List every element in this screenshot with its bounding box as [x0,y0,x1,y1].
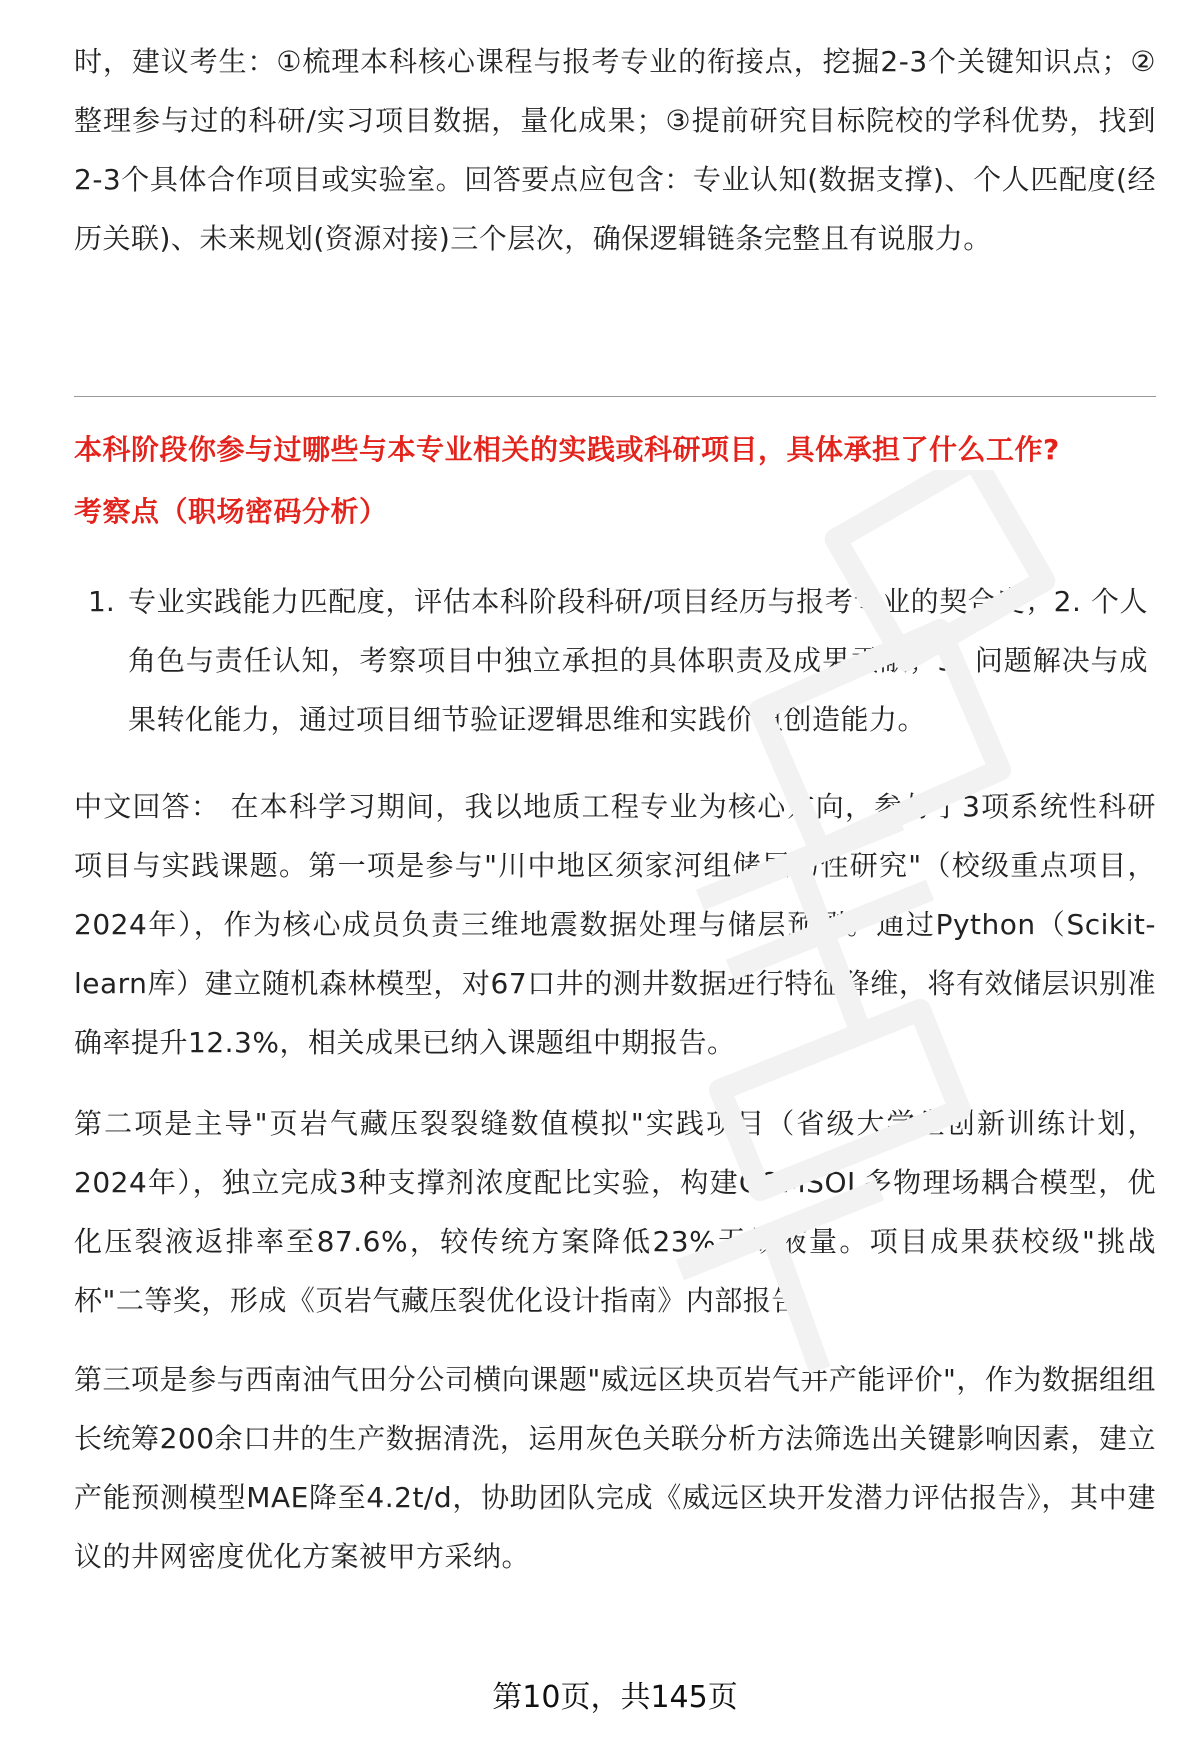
exam-points-text: 专业实践能力匹配度，评估本科阶段科研/项目经历与报考专业的契合度；2. 个人角色与责任认知，考察项目中独立承担的具体职责及成果贡献；3. 问题解决与成果转化能力，通过项目细节验证逻辑思维和实践价值创造能力。 [128,585,1148,736]
exam-points-list [88,572,1156,749]
document-page [74,0,1156,1755]
exam-points-title: 考察点（职场密码分析） [74,495,388,528]
second-project-paragraph: 第二项是主导"页岩气藏压裂裂缝数值模拟"实践项目（省级大学生创新训练计划，2024年），独立完成3种支撑剂浓度配比实验，构建COMSOL多物理场耦合模型，优化压裂液返排率至87.6%，较传统方案降低23%无效液量。项目成果获校级"挑战杯"二等奖，形成《页岩气藏压裂优化设计指南》内部报告。 [74,1107,1156,1317]
third-project-paragraph: 第三项是参与西南油气田分公司横向课题"威远区块页岩气井产能评价"，作为数据组组长统筹200余口井的生产数据清洗，运用灰色关联分析方法筛选出关键影响因素，建立产能预测模型MAE降至4.2t/d，协助团队完成《威远区块开发潜力评估报告》，其中建议的井网密度优化方案被甲方采纳。 [74,1363,1156,1573]
answer-paragraph: 中文回答： 在本科学习期间，我以地质工程专业为核心方向，参与了3项系统性科研项目与实践课题。第一项是参与"川中地区须家河组储层物性研究"（校级重点项目，2024年），作为核心成员负责三维地震数据处理与储层预测。通过Python（Scikit-learn库）建立随机森林模型，对67口井的测井数据进行特征降维，将有效储层识别准确率提升12.3%，相关成果已纳入课题组中期报告。 [74,790,1156,1059]
page-number: 第10页，共145页 [492,1680,738,1715]
intro-paragraph: 时，建议考生：①梳理本科核心课程与报考专业的衔接点，挖掘2-3个关键知识点；②整理参与过的科研/实习项目数据，量化成果；③提前研究目标院校的学科优势，找到2-3个具体合作项目或实验室。回答要点应包含：专业认知(数据支撑)、个人匹配度(经历关联)、未来规划(资源对接)三个层次，确保逻辑链条完整且有说服力。 [74,45,1156,255]
section-divider [74,396,1156,397]
interview-question: 本科阶段你参与过哪些与本专业相关的实践或科研项目，具体承担了什么工作? [74,433,1060,466]
list-number: 1. [88,585,115,618]
